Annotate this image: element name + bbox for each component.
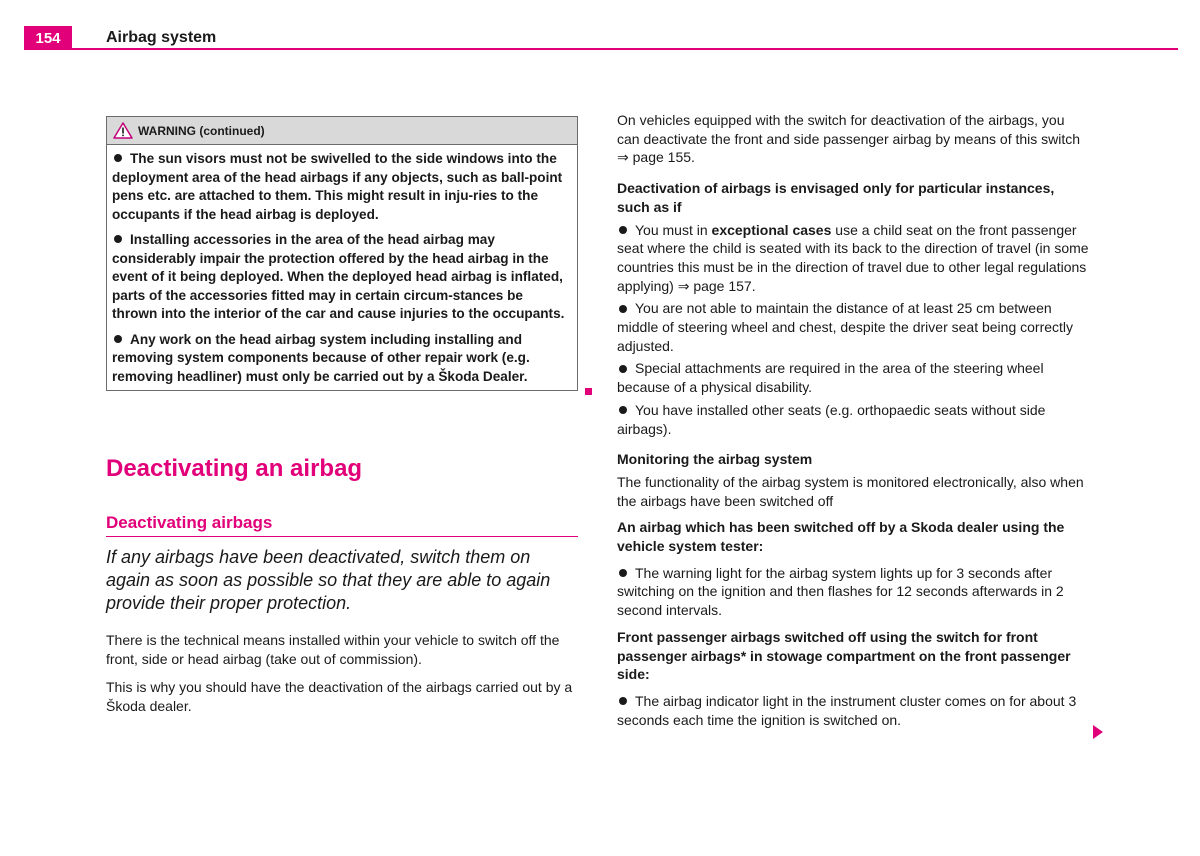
warning-box	[106, 116, 578, 391]
bullet-icon	[619, 697, 627, 705]
warning-body	[107, 145, 577, 390]
bullet-icon	[114, 335, 122, 343]
warning-title: WARNING (continued)	[138, 123, 265, 138]
warning-triangle-icon	[113, 122, 133, 139]
warning-item: Installing accessories in the area of the head airbag may considerably impair the protection offered by the head airbag in the event of it being deployed. When the deployed head airbag is inflated, parts of the accessories fitted may in certain circum-stances be thrown into the interior of the car and cause injuries to the occupants.	[112, 232, 565, 321]
bullet-icon	[619, 365, 627, 373]
paragraph: On vehicles equipped with the switch for deactivation of the airbags, you can deactivate the front and side passenger airbag by means of this switch ⇒ page 155.	[617, 112, 1081, 166]
warning-header	[107, 117, 577, 145]
bullet-item: You must in exceptional cases use a child seat on the front passenger seat where the child is seated with its back to the direction of travel (in some countries this must be in the direction of travel due to other legal regulations applying) ⇒ page 157.	[617, 221, 1089, 294]
bold-heading: Front passenger airbags switched off using the switch for front passenger airbags* in stowage compartment on the front passenger side:	[617, 628, 1071, 683]
bullet-item: You have installed other seats (e.g. orthopaedic seats without side airbags).	[617, 401, 1046, 437]
bullet-item: Special attachments are required in the area of the steering wheel because of a physical disability.	[617, 360, 1044, 396]
section-heading: Deactivating an airbag	[106, 455, 363, 482]
bold-heading: Deactivation of airbags is envisaged only for particular instances, such as if	[617, 180, 1055, 215]
paragraph: The functionality of the airbag system is monitored electronically, also when the airbags have been switched off	[617, 473, 1084, 509]
end-of-section-square-icon	[585, 388, 592, 395]
bullet-item: You are not able to maintain the distance of at least 25 cm between middle of steering wheel and chest, despite the driver seat being correctly adjusted.	[617, 300, 1074, 354]
right-column	[617, 111, 1089, 729]
paragraph: There is the technical means installed within your vehicle to switch off the front, side or head airbag (take out of commission).	[106, 632, 560, 667]
bold-heading: Monitoring the airbag system	[617, 451, 813, 468]
bullet-icon	[114, 154, 122, 162]
paragraph: This is why you should have the deactivation of the airbags carried out by a Škoda dealer.	[106, 679, 573, 714]
subsection-heading: Deactivating airbags	[106, 513, 273, 532]
bullet-icon	[114, 235, 122, 243]
subsection-rule	[106, 536, 578, 537]
warning-item: The sun visors must not be swivelled to the side windows into the deployment area of the head airbags if any objects, such as ball-point pens etc. are attached to them. This might result in inju-ries to the occupants if the head airbag is deployed.	[112, 151, 563, 222]
bullet-item: The airbag indicator light in the instrument cluster comes on for about 3 seconds each time the ignition is switched on.	[617, 692, 1077, 728]
bullet-item: The warning light for the airbag system lights up for 3 seconds after switching on the ignition and then flashes for 12 seconds afterwards in 2 second intervals.	[617, 564, 1064, 619]
page-number: 154	[24, 26, 72, 50]
bullet-icon	[619, 569, 627, 577]
bullet-icon	[619, 406, 627, 414]
left-column	[106, 116, 578, 391]
continue-arrow-icon	[1093, 725, 1103, 739]
intro-text: If any airbags have been deactivated, switch them on again as soon as possible so that they are able to again provide their proper protection.	[106, 547, 551, 613]
header-rule	[24, 48, 1178, 50]
bullet-icon	[619, 305, 627, 313]
bullet-icon	[619, 226, 627, 234]
page-header-title: Airbag system	[106, 29, 217, 46]
warning-item: Any work on the head airbag system including installing and removing system components because of other repair work (e.g. removing headliner) must only be carried out by a Škoda Dealer.	[112, 331, 530, 384]
bold-heading: An airbag which has been switched off by a Skoda dealer using the vehicle system tester:	[617, 519, 1065, 555]
